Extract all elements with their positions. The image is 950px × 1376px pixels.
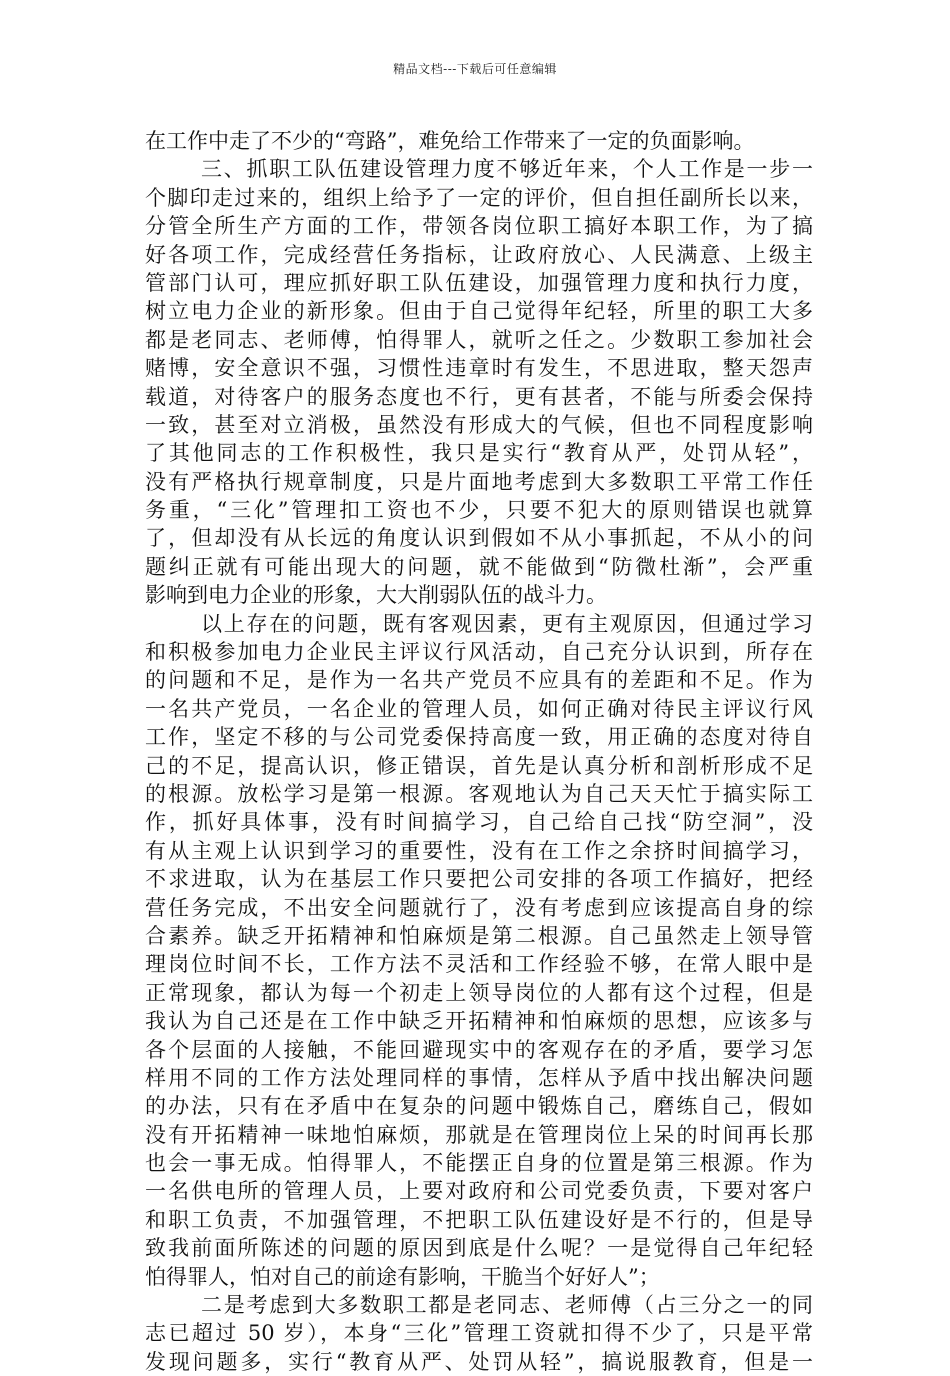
text-line: 一名共产党员，一名企业的管理人员，如何正确对待民主评议行风: [145, 696, 813, 721]
text-line: 树立电力企业的新形象。但由于自己觉得年纪轻，所里的职工大多: [145, 299, 813, 324]
text-line: 影响到电力企业的形象，大大削弱队伍的战斗力。: [145, 583, 607, 608]
text-line: 二是考虑到大多数职工都是老同志、老师傅（占三分之一的同: [201, 1293, 813, 1318]
text-line: 没有开拓精神一味地怕麻烦，那就是在管理岗位上呆的时间再长那: [145, 1122, 813, 1147]
text-line: 和积极参加电力企业民主评议行风活动，自己充分认识到，所存在: [145, 640, 813, 665]
text-line: 我认为自己还是在工作中缺乏开拓精神和怕麻烦的思想，应该多与: [145, 1009, 813, 1034]
text-line: 一名供电所的管理人员，上要对政府和公司党委负责，下要对客户: [145, 1179, 813, 1204]
text-line: 正常现象，都认为每一个初走上领导岗位的人都有这个过程，但是: [145, 980, 813, 1005]
text-line: 三、抓职工队伍建设管理力度不够近年来，个人工作是一步一: [201, 157, 813, 182]
text-line: 一致，甚至对立消极，虽然没有形成大的气候，但也不同程度影响: [145, 412, 813, 437]
text-line: 了，但却没有从长远的角度认识到假如不从小事抓起，不从小的问: [145, 526, 813, 551]
text-line: 合素养。缺乏开拓精神和怕麻烦是第二根源。自己虽然走上领导管: [145, 923, 813, 948]
text-line: 工作，坚定不移的与公司党委保持高度一致，用正确的态度对待自: [145, 725, 813, 750]
text-line: 发现问题多，实行“教育从严、处罚从轻”，搞说服教育，但是一: [145, 1349, 813, 1374]
text-line: 作，抓好具体事，没有时间搞学习，自己给自己找“防空洞”，没: [145, 810, 813, 835]
text-line: 个脚印走过来的，组织上给予了一定的评价，但自担任副所长以来，: [145, 185, 813, 210]
text-line: 致我前面所陈述的问题的原因到底是什么呢？一是觉得自己年纪轻: [145, 1236, 813, 1261]
text-line: 理岗位时间不长，工作方法不灵活和工作经验不够，在常人眼中是: [145, 952, 813, 977]
text-line: 载道，对待客户的服务态度也不行，更有甚者，不能与所委会保持: [145, 384, 813, 409]
text-line: 营任务完成，不出安全问题就行了，没有考虑到应该提高自身的综: [145, 895, 813, 920]
text-line: 的根源。放松学习是第一根源。客观地认为自己天天忙于搞实际工: [145, 781, 813, 806]
text-line: 管部门认可，理应抓好职工队伍建设，加强管理力度和执行力度，: [145, 270, 813, 295]
text-line: 志已超过 50 岁），本身“三化”管理工资就扣得不少了，只是平常: [145, 1321, 813, 1346]
text-line: 不求进取，认为在基层工作只要把公司安排的各项工作搞好，把经: [145, 867, 813, 892]
text-line: 没有严格执行规章制度，只是片面地考虑到大多数职工平常工作任: [145, 469, 813, 494]
text-line: 各个层面的人接触，不能回避现实中的客观存在的矛盾，要学习怎: [145, 1037, 813, 1062]
text-line: 怕得罪人，怕对自己的前途有影响，干脆当个好好人”；: [145, 1264, 660, 1289]
text-line: 在工作中走了不少的“弯路”，难免给工作带来了一定的负面影响。: [145, 129, 755, 153]
text-line: 赌博，安全意识不强，习惯性违章时有发生，不思进取，整天怨声: [145, 356, 813, 381]
text-line: 的办法，只有在矛盾中在复杂的问题中锻炼自己，磨练自己，假如: [145, 1094, 813, 1119]
text-line: 有从主观上认识到学习的重要性，没有在工作之余挤时间搞学习，: [145, 838, 813, 863]
text-line: 分管全所生产方面的工作，带领各岗位职工搞好本职工作，为了搞: [145, 214, 813, 239]
text-line: 都是老同志、老师傅，怕得罪人，就听之任之。少数职工参加社会: [145, 327, 813, 352]
text-line: 题纠正就有可能出现大的问题，就不能做到“防微杜渐”，会严重: [145, 554, 813, 579]
page-header: 精品文档---下载后可任意编辑: [393, 62, 557, 76]
text-line: 务重，“三化”管理扣工资也不少，只要不犯大的原则错误也就算: [145, 498, 813, 523]
text-line: 和职工负责，不加强管理，不把职工队伍建设好是不行的，但是导: [145, 1207, 813, 1232]
text-line: 的问题和不足，是作为一名共产党员不应具有的差距和不足。作为: [145, 668, 813, 693]
text-line: 了其他同志的工作积极性，我只是实行“教育从严，处罚从轻”，: [145, 441, 813, 466]
text-line: 己的不足，提高认识，修正错误，首先是认真分析和剖析形成不足: [145, 753, 813, 778]
text-line: 以上存在的问题，既有客观因素，更有主观原因，但通过学习: [201, 611, 813, 636]
document-body: [145, 127, 813, 1376]
text-line: 样用不同的工作方法处理同样的事情，怎样从予盾中找出解决问题: [145, 1065, 813, 1090]
text-line: 好各项工作，完成经营任务指标，让政府放心、人民满意、上级主: [145, 242, 813, 267]
text-line: 也会一事无成。怕得罪人，不能摆正自身的位置是第三根源。作为: [145, 1151, 813, 1176]
